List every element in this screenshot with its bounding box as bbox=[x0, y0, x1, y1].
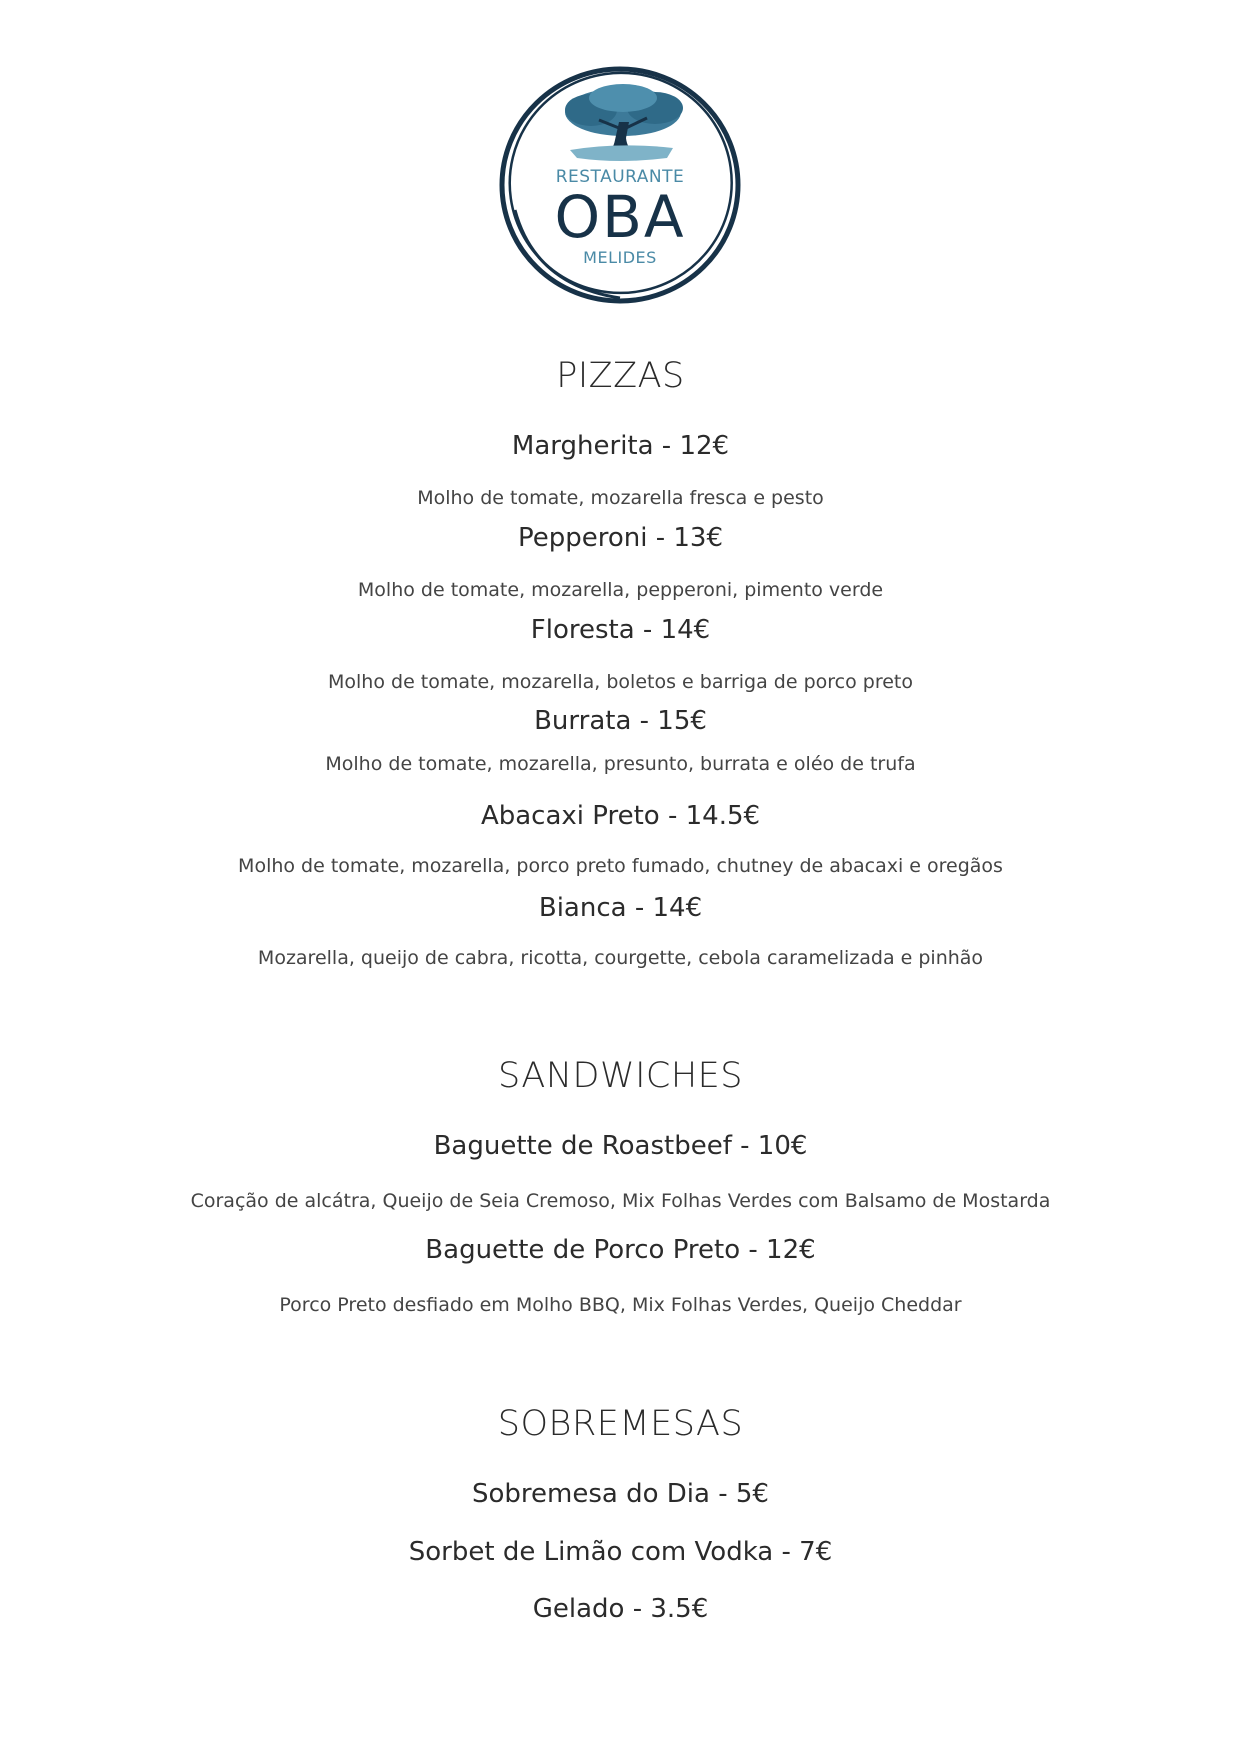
logo-melides-text: MELIDES bbox=[583, 248, 657, 267]
menu-item-name: Baguette de Roastbeef - 10€ bbox=[433, 1131, 808, 1161]
menu-item-description: Molho de tomate, mozarella, boletos e barriga de porco preto bbox=[328, 671, 913, 693]
menu-item-description: Coração de alcátra, Queijo de Seia Cremoso, Mix Folhas Verdes com Balsamo de Mostarda bbox=[190, 1190, 1051, 1212]
menu-item-description: Molho de tomate, mozarella, porco preto fumado, chutney de abacaxi e oregãos bbox=[238, 855, 1003, 877]
menu-item-name: Margherita - 12€ bbox=[511, 431, 730, 461]
menu-item-name: Pepperoni - 13€ bbox=[517, 523, 724, 553]
logo-restaurante-text: RESTAURANTE bbox=[555, 167, 685, 187]
menu-item-name: Gelado - 3.5€ bbox=[532, 1594, 709, 1624]
menu-item-name: Abacaxi Preto - 14.5€ bbox=[480, 801, 761, 831]
menu-item-name: Burrata - 15€ bbox=[534, 706, 707, 736]
menu-item-name: Floresta - 14€ bbox=[530, 615, 711, 645]
menu-item-description: Molho de tomate, mozarella, pepperoni, pimento verde bbox=[357, 579, 884, 601]
section-title-pizzas: PIZZAS bbox=[556, 356, 685, 396]
logo-oba-text: OBA bbox=[554, 183, 686, 251]
restaurant-logo bbox=[495, 60, 745, 310]
section-title-sandwiches: SANDWICHES bbox=[498, 1056, 743, 1096]
menu-item-name: Sobremesa do Dia - 5€ bbox=[472, 1479, 769, 1509]
menu-item-name: Sorbet de Limão com Vodka - 7€ bbox=[408, 1537, 833, 1567]
menu-item-description: Molho de tomate, mozarella fresca e pesto bbox=[417, 487, 824, 509]
menu-item-name: Baguette de Porco Preto - 12€ bbox=[425, 1235, 816, 1265]
menu-item-name: Bianca - 14€ bbox=[538, 893, 703, 923]
menu-item-description: Molho de tomate, mozarella, presunto, burrata e oléo de trufa bbox=[325, 753, 916, 775]
tree-icon bbox=[565, 84, 683, 161]
menu-item-description: Porco Preto desfiado em Molho BBQ, Mix Folhas Verdes, Queijo Cheddar bbox=[279, 1294, 962, 1316]
section-title-desserts: SOBREMESAS bbox=[497, 1404, 744, 1444]
menu-item-description: Mozarella, queijo de cabra, ricotta, courgette, cebola caramelizada e pinhão bbox=[257, 947, 984, 969]
